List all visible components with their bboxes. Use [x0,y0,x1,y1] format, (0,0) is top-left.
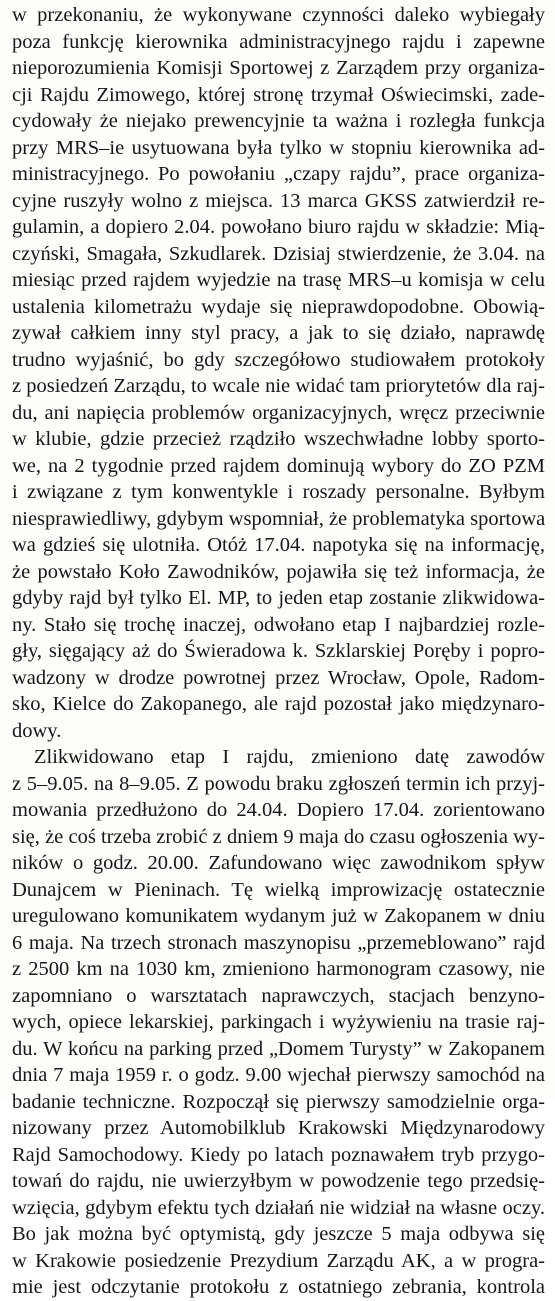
text-line: Zlikwidowano etap I rajdu, zmieniono datę zawodów [34,746,545,768]
text-line: się, że coś trzeba zrobić z dniem 9 maja do czasu ogłoszenia wy- [12,825,545,848]
text-line: cji Rajdu Zimowego, której stronę trzymał Oświecimski, zade- [12,83,545,106]
text-line: dowy. [12,719,62,742]
text-line: ników o godz. 20.00. Zafundowano więc zawodnikom spływ [12,852,545,874]
text-line: ministracyjnego. Po powołaniu „czapy rajdu”, prace organiza- [12,163,545,185]
text-line: gdyby rajd był tylko El. MP, to jeden etap zostanie zlikwidowa- [12,587,545,609]
text-line: trudno wyjaśnić, bo gdy szczegółowo studiowałem protokoły [12,348,545,371]
text-line: wa gdzieś się ulotniła. Otóż 17.04. napotyka się na informację, [12,534,545,556]
text-line: Bo jak można być optymistą, gdy jeszcze 5 maja odbywa się [12,1223,545,1245]
text-line: nieporozumienia Komisji Sportowej z Zarządem przy organiza- [12,57,545,79]
body-text [12,2,545,1301]
text-line: sko, Kielce do Zakopanego, ale rajd pozostał jako międzynaro- [12,693,545,715]
text-line: niesprawiedliwy, gdybym wspomniał, że problematyka sportowa [12,507,545,530]
text-line: zywał całkiem inny styl pracy, a jak to się działo, naprawdę [12,322,545,344]
text-line: Dunajcem w Pieninach. Tę wielką improwizację ostatecznie [12,878,545,901]
text-line: w klubie, gdzie przecież rządziło wszechwładne lobby sporto- [12,428,545,450]
text-line: wadzony w drodze powrotnej przez Wrocław, Opole, Radom- [12,666,545,689]
text-line: gły, sięgający aż do Świeradowa k. Szklarskiej Poręby i popro- [12,640,545,662]
text-line: mie jest odczytanie protokołu z ostatniego zebrania, kontrola [12,1276,545,1298]
text-line: du, ani napięcia problemów organizacyjnych, wręcz przeciwnie [12,401,545,424]
text-line: z posiedzeń Zarządu, to wcale nie widać tam priorytetów dla raj- [12,375,545,397]
text-line: czyński, Smagała, Szkudlarek. Dzisiaj stwierdzenie, że 3.04. na [12,242,545,265]
text-line: Rajd Samochodowy. Kiedy po latach poznawałem tryb przygo- [12,1143,545,1166]
text-line: zapomniano o warsztatach naprawczych, stacjach benzyno- [12,984,545,1007]
text-line: przy MRS–ie usytuowana była tylko w stopniu kierownika ad- [12,136,545,159]
text-line: badanie techniczne. Rozpoczął się pierwszy samodzielnie orga- [12,1090,545,1113]
text-line: du. W końcu na parking przed „Domem Turysty” w Zakopanem [12,1037,545,1060]
text-line: z 2500 km na 1030 km, zmieniono harmonogram czasowy, nie [12,958,545,980]
text-line: w przekonaniu, że wykonywane czynności daleko wybiegały [12,4,545,26]
text-line: dnia 7 maja 1959 r. o godz. 9.00 wjechał pierwszy samochód na [12,1064,545,1086]
text-line: towań do rajdu, nie uwierzyłbym w powodzenie tego przedsię- [12,1170,545,1192]
text-line: mowania przedłużono do 24.04. Dopiero 17.04. zorientowano [12,799,545,821]
text-line: 6 maja. Na trzech stronach maszynopisu „przemeblowano” rajd [12,931,545,954]
text-line: uregulowano komunikatem wydanym już w Zakopanem w dniu [12,905,545,927]
text-line: że powstało Koło Zawodników, pojawiła się też informacja, że [12,560,545,583]
text-line: wzięcia, gdybym efektu tych działań nie widział na własne oczy. [12,1196,545,1219]
text-line: gulamin, a dopiero 2.04. powołano biuro rajdu w składzie: Mią- [12,216,545,238]
text-line: wych, opiece lekarskiej, parkingach i wyżywieniu na trasie raj- [12,1011,545,1033]
text-line: poza funkcję kierownika administracyjnego rajdu i zapewne [12,30,545,53]
paragraph-1 [12,2,545,744]
paragraph-2 [12,744,545,1301]
text-line: z 5–9.05. na 8–9.05. Z powodu braku zgłoszeń termin ich przyj- [12,772,545,795]
text-line: i związane z tym konwentykle i roszady personalne. Byłbym [12,481,545,503]
text-line: miesiąc przed rajdem wyjedzie na trasę MRS–u komisja w celu [12,269,545,291]
text-line: cyjne ruszyły wolno z miejsca. 13 marca GKSS zatwierdził re- [12,189,545,212]
text-line: ny. Stało się trochę inaczej, odwołano etap I najbardziej rozle- [12,613,545,636]
text-line: nizowany przez Automobilklub Krakowski Międzynarodowy [12,1117,545,1139]
text-line: we, na 2 tygodnie przed rajdem dominują wybory do ZO PZM [12,454,545,477]
text-line: cydowały że niejako prewencyjnie ta ważna i rozległa funkcja [12,110,545,132]
text-line: w Krakowie posiedzenie Prezydium Zarządu AK, a w progra- [12,1249,545,1272]
text-line: ustalenia kilometrażu wydaje się nieprawdopodobne. Obowią- [12,295,545,318]
